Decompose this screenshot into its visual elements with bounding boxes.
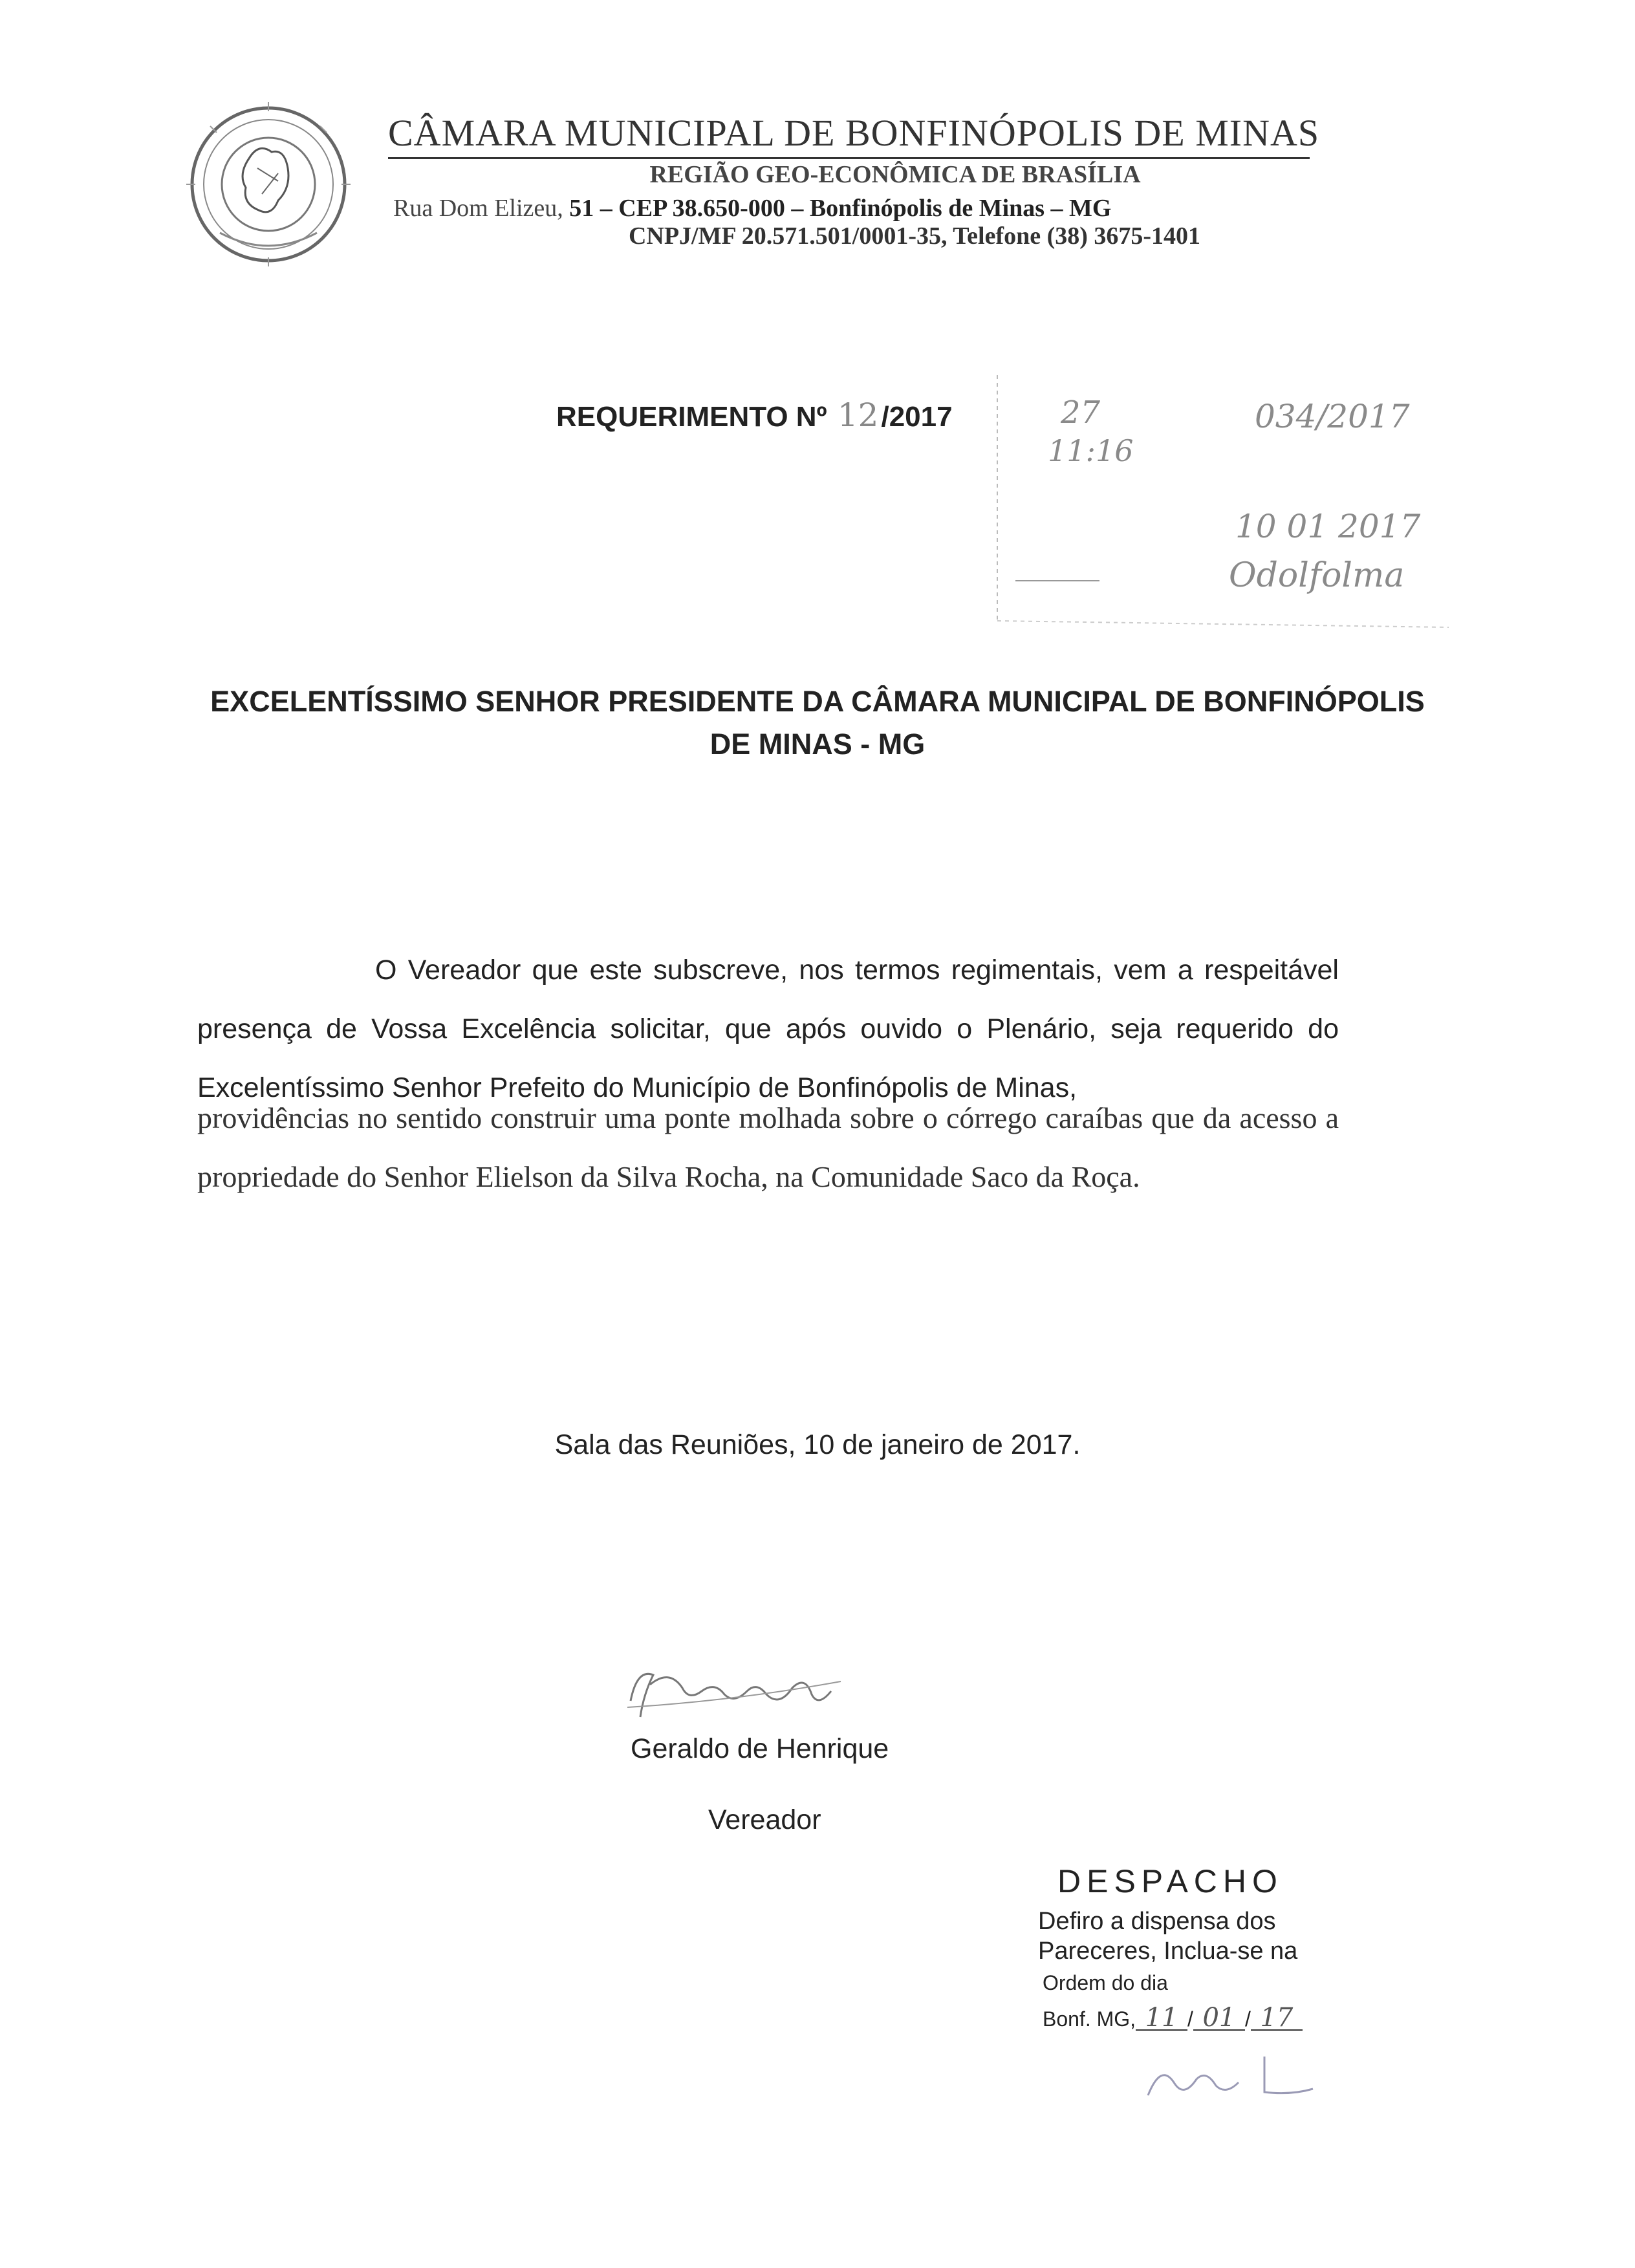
letterhead-title: CÂMARA MUNICIPAL DE BONFINÓPOLIS DE MINAS	[388, 112, 1320, 154]
despacho-day: 11	[1136, 2006, 1187, 2031]
despacho-date-line: Bonf. MG, 11 / 01 / 17	[1043, 2006, 1303, 2031]
despacho-line2: Pareceres, Inclua-se na	[1038, 1938, 1298, 1965]
letterhead-cnpj: CNPJ/MF 20.571.501/0001-35, Telefone (38) 3675-1401	[628, 222, 1201, 250]
requerimento-label: REQUERIMENTO Nº	[556, 401, 827, 433]
requerimento-number: 12	[837, 396, 879, 434]
despacho-month: 01	[1193, 2006, 1245, 2031]
stamp-number: 27	[1061, 394, 1101, 431]
despacho-line1: Defiro a dispensa dos	[1038, 1908, 1276, 1935]
despacho-date-prefix: Bonf. MG,	[1043, 2007, 1136, 2031]
stamp-clerk-signature: Odolfolma	[1229, 556, 1405, 595]
letterhead-divider	[388, 157, 1310, 159]
letterhead-address-street: Rua Dom Elizeu,	[393, 195, 570, 222]
addressee-line2: DE MINAS - MG	[709, 728, 926, 761]
councillor-signature	[618, 1656, 850, 1727]
stamp-protocol-number: 034/2017	[1255, 398, 1410, 435]
protocol-stamp	[996, 349, 1468, 647]
letterhead-address	[393, 194, 1111, 222]
signatory-name: Geraldo de Henrique	[631, 1733, 889, 1764]
stamp-time: 11:16	[1048, 433, 1134, 468]
place-and-date: Sala das Reuniões, 10 de janeiro de 2017.	[554, 1429, 1081, 1460]
addressee-line1: EXCELENTÍSSIMO SENHOR PRESIDENTE DA CÂMARA MUNICIPAL DE BONFINÓPOLIS	[210, 685, 1425, 718]
requerimento-number-line	[556, 396, 953, 434]
stamp-border	[996, 349, 1468, 647]
signatory-role: Vereador	[708, 1804, 821, 1835]
requerimento-year: /2017	[881, 401, 953, 433]
body-paragraph-details: providências no sentido construir uma ponte molhada sobre o córrego caraíbas que da acesso a propriedade do Senhor Elielson da Silva Rocha, na Comunidade Saco da Roça.	[197, 1101, 1339, 1193]
addressee	[129, 680, 1506, 766]
president-signature	[1135, 2044, 1329, 2115]
despacho-title: DESPACHO	[1057, 1863, 1283, 1899]
body-paragraph-request-text: O Vereador que este subscreve, nos termos regimentais, vem a respeitável presença de Vossa Excelência solicitar, que após ouvido o Plenário, seja requerido do Excelentíssimo Senhor Prefeito do Município de Bonfinópolis de Minas,	[197, 955, 1339, 1103]
despacho-year: 17	[1251, 2006, 1303, 2031]
stamp-date: 10 01 2017	[1235, 508, 1421, 545]
despacho-line3: Ordem do dia	[1043, 1971, 1168, 1994]
letterhead-address-city: 51 – CEP 38.650-000 – Bonfinópolis de Minas – MG	[569, 195, 1112, 222]
letterhead-region: REGIÃO GEO-ECONÔMICA DE BRASÍLIA	[649, 161, 1141, 188]
